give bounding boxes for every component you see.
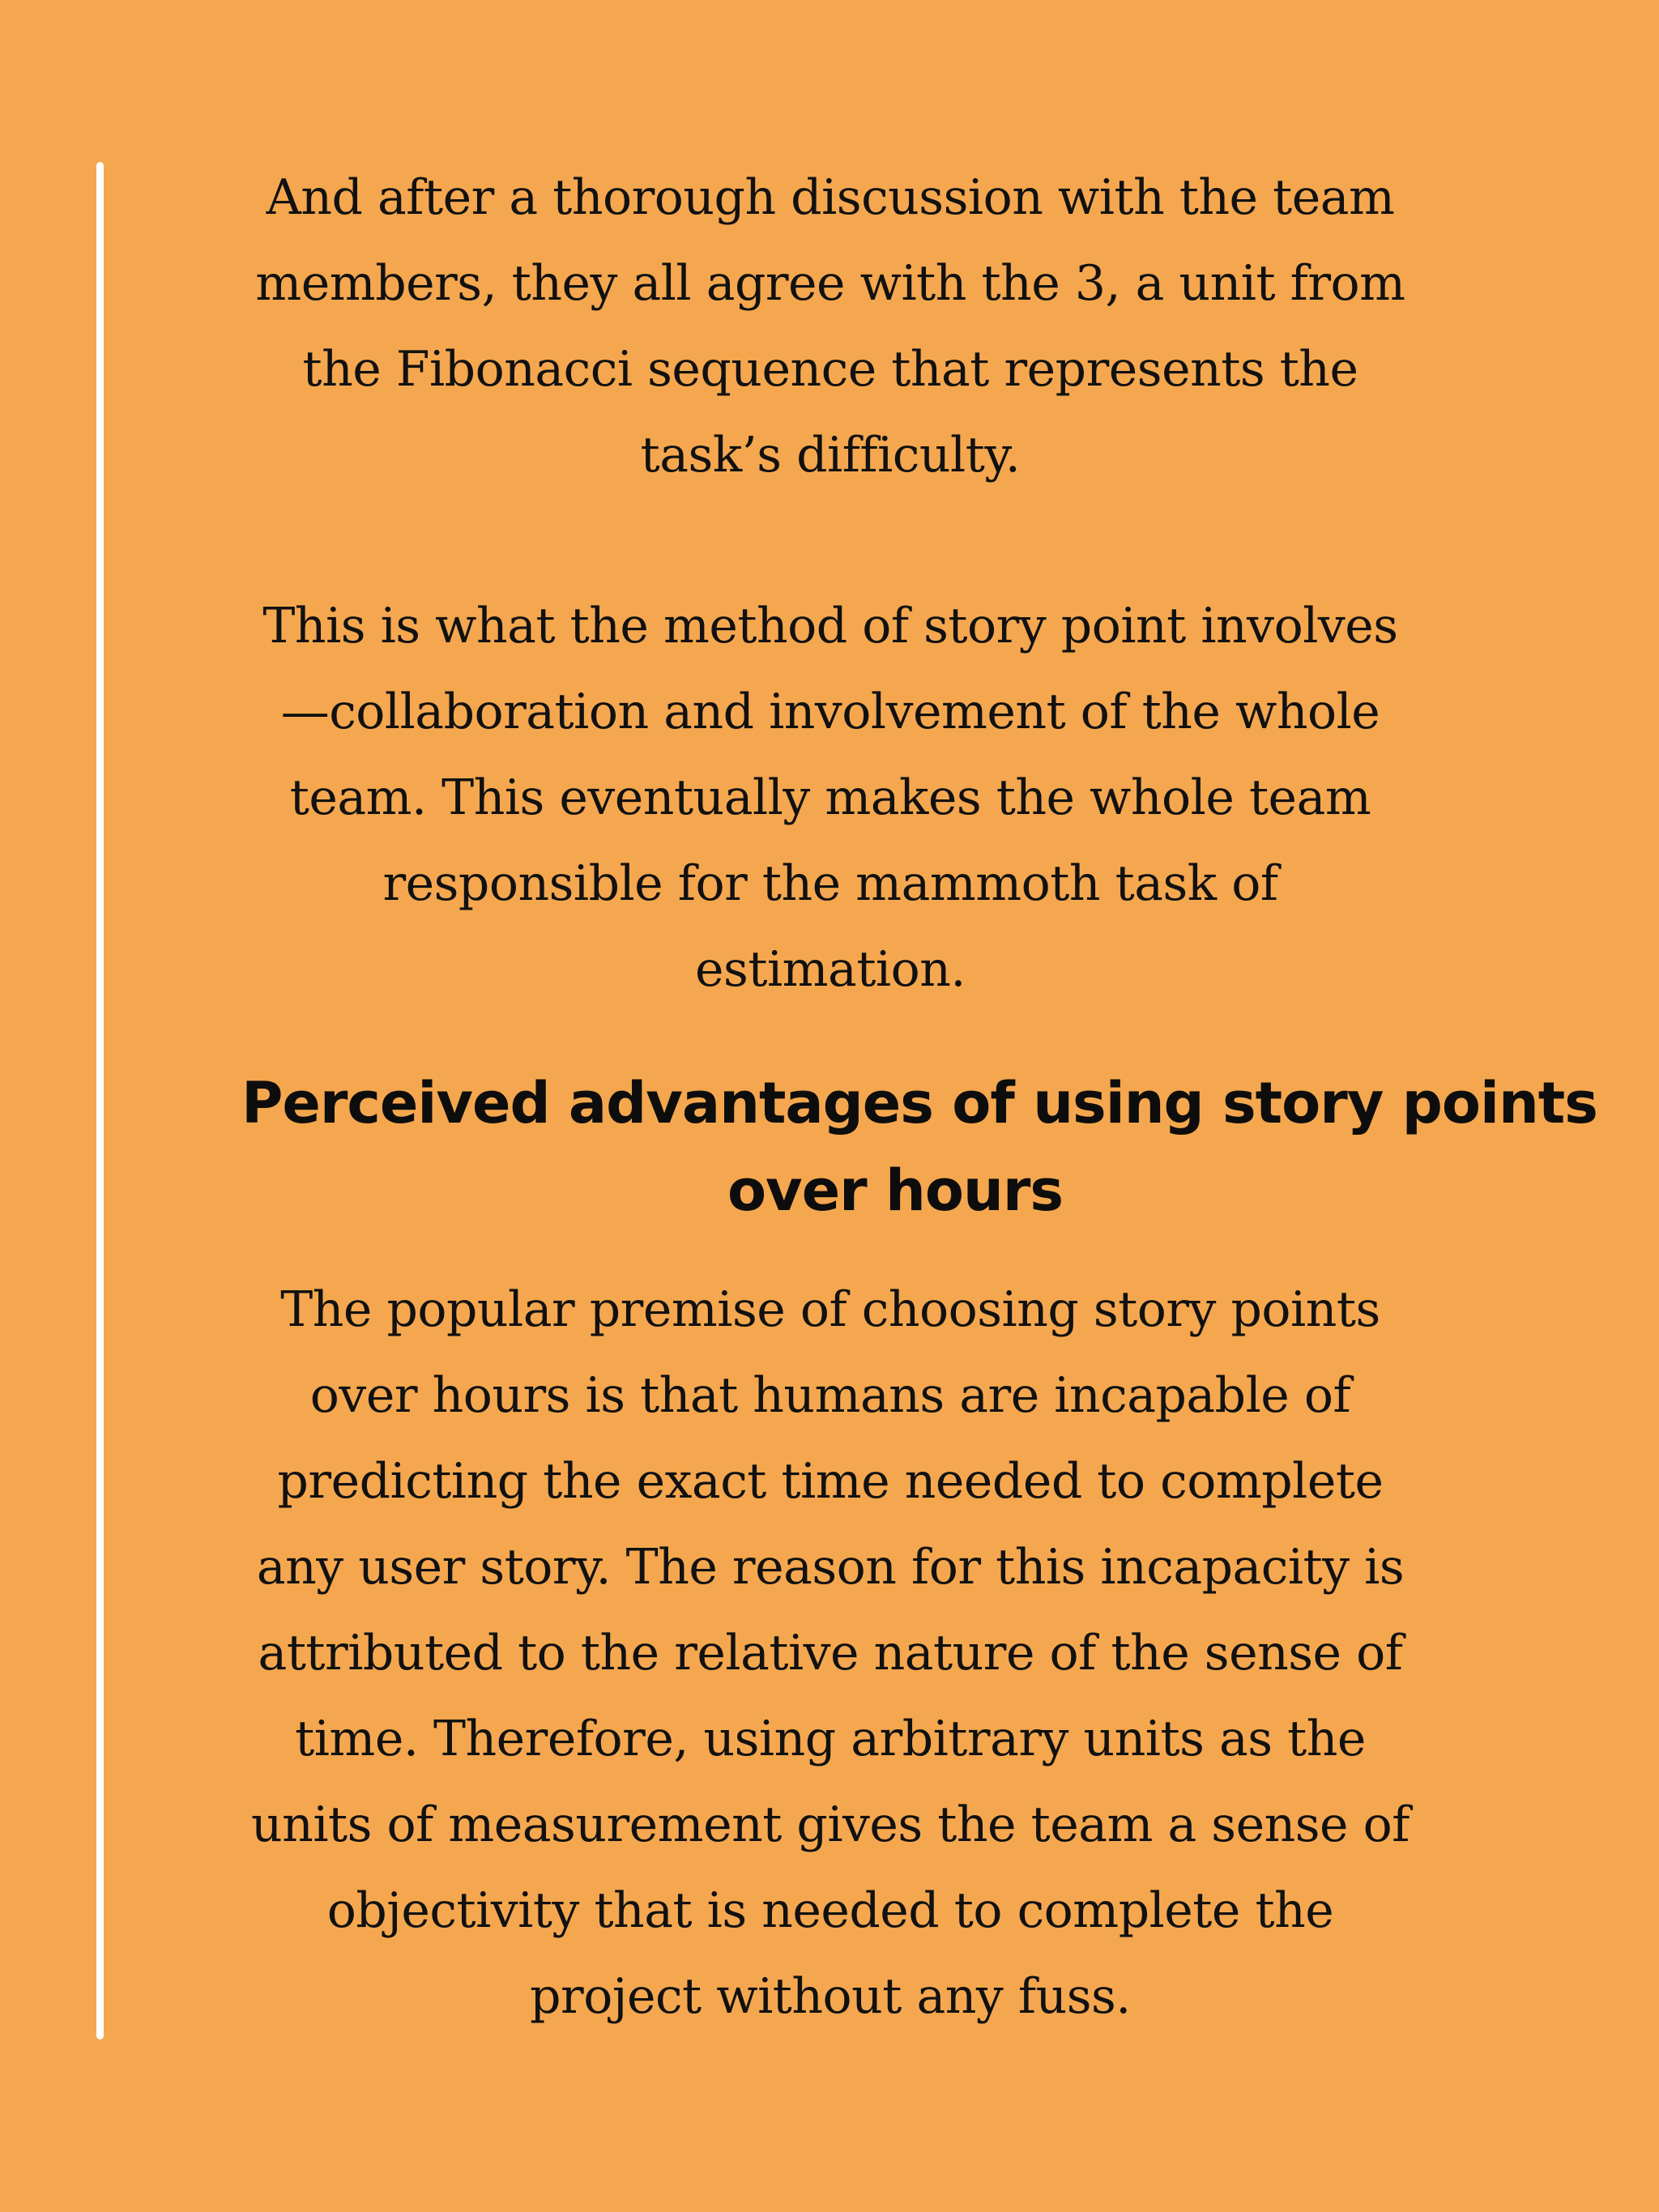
paragraph-line: This is what the method of story point involves bbox=[262, 598, 1398, 654]
paragraph-line: project without any fuss. bbox=[530, 1968, 1131, 2025]
paragraph-line: The popular premise of choosing story points bbox=[280, 1281, 1380, 1338]
paragraph-line: task’s difficulty. bbox=[640, 427, 1021, 484]
paragraph-line: responsible for the mammoth task of bbox=[382, 855, 1278, 912]
paragraph-line: And after a thorough discussion with the team bbox=[266, 169, 1395, 226]
vertical-divider bbox=[96, 162, 104, 2039]
paragraph-advantages bbox=[162, 1267, 1499, 2039]
section-heading bbox=[162, 1059, 1628, 1234]
paragraph-intro bbox=[162, 155, 1499, 498]
paragraph-line: over hours is that humans are incapable of bbox=[309, 1367, 1351, 1424]
paragraph-line: team. This eventually makes the whole team bbox=[289, 769, 1371, 826]
paragraph-line: members, they all agree with the 3, a unit from bbox=[255, 255, 1405, 312]
paragraph-line: —collaboration and involvement of the whole bbox=[280, 684, 1380, 740]
paragraph-line: estimation. bbox=[695, 941, 966, 998]
heading-line: over hours bbox=[727, 1157, 1064, 1224]
paragraph-method bbox=[162, 583, 1499, 1012]
paragraph-line: time. Therefore, using arbitrary units as the bbox=[295, 1711, 1366, 1767]
heading-line: Perceived advantages of using story points bbox=[241, 1070, 1597, 1136]
paragraph-line: predicting the exact time needed to complete bbox=[277, 1453, 1384, 1510]
paragraph-line: attributed to the relative nature of the sense of bbox=[258, 1625, 1403, 1681]
paragraph-line: units of measurement gives the team a sense of bbox=[251, 1796, 1410, 1853]
paragraph-line: objectivity that is needed to complete the bbox=[326, 1882, 1334, 1939]
paragraph-line: the Fibonacci sequence that represents the bbox=[302, 341, 1358, 398]
paragraph-line: any user story. The reason for this incapacity is bbox=[256, 1539, 1405, 1596]
